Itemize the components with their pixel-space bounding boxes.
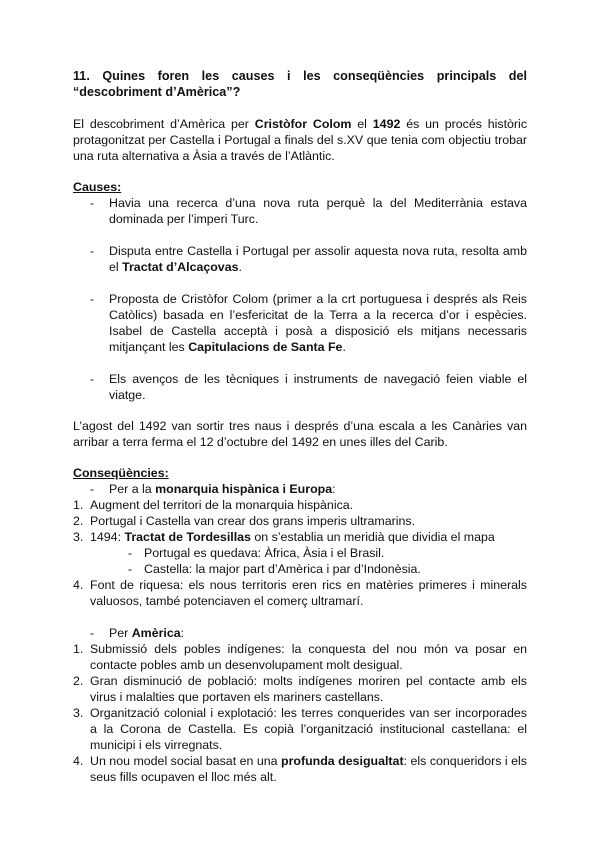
number-marker: 3.: [73, 706, 84, 720]
subitem-text: Castella: la major part d’Amèrica i par d’Indonèsia.: [144, 562, 421, 576]
number-marker: 1.: [73, 498, 84, 512]
europe-subitem-2: [73, 561, 527, 577]
america-text: Per: [109, 626, 132, 640]
section-spacer: [73, 609, 527, 625]
dash-marker: -: [90, 372, 95, 386]
america-text: :: [180, 626, 185, 640]
america-item-2: [73, 673, 527, 705]
list-spacer: [73, 275, 527, 291]
dash-marker: -: [90, 244, 95, 258]
cause-bold: Tractat d’Alcaçovas: [122, 260, 239, 274]
america-item-text: : els conqueridors i els seus fills ocupaven el lloc més alt.: [90, 754, 527, 784]
question-title: 11. Quines foren les causes i les conseqüències principals del “descobriment d’Amèrica”?: [73, 69, 527, 99]
consequences-heading: Conseqüències:: [73, 466, 169, 480]
dash-marker: -: [90, 626, 95, 640]
dash-marker: -: [128, 546, 133, 560]
document-page: [73, 68, 527, 785]
america-item-bold: profunda desigualtat: [281, 754, 404, 768]
cause-item-1: [73, 195, 527, 227]
america-item-text: Un nou model social basat en una: [90, 754, 282, 768]
cause-text: .: [238, 260, 242, 274]
america-item-text: Submissió dels pobles indígenes: la conquesta del nou món va posar en contacte pobles amb un desenvolupament molt desigual.: [90, 642, 527, 672]
intro-bold-colom: Cristòfor Colom: [254, 117, 352, 131]
europe-subitem-1: [73, 545, 527, 561]
europe-item-4: [73, 577, 527, 609]
cause-bold: Capitulacions de Santa Fe: [188, 340, 343, 354]
subitem-text: Portugal es quedava: Àfrica, Àsia i el Brasil.: [144, 546, 385, 560]
europe-text: Per a la: [109, 482, 156, 496]
america-bold: Amèrica: [131, 626, 181, 640]
number-marker: 1.: [73, 642, 84, 656]
america-item-4: [73, 753, 527, 785]
intro-text-3: és un procés històric protagonitzat per Castella i Portugal a finals del s.XV que tenia com objectiu trobar una ruta alternativa a Àsia a través de l’Atlàntic.: [73, 117, 528, 163]
europe-item-bold: Tractat de Tordesillas: [124, 530, 251, 544]
cause-item-4: [73, 371, 527, 403]
number-marker: 2.: [73, 674, 84, 688]
europe-item-text: Augment del territori de la monarquia hispànica.: [90, 498, 354, 512]
cause-text: Els avenços de les tècniques i instruments de navegació feien viable el viatge.: [109, 372, 527, 402]
intro-paragraph: [73, 116, 527, 164]
number-marker: 4.: [73, 754, 84, 768]
america-item-3: [73, 705, 527, 753]
america-item-text: Gran disminució de població: molts indígenes moriren pel contacte amb els virus i malalties que portaven els mariners castellans.: [90, 674, 527, 704]
europe-item-text: Portugal i Castella van crear dos grans imperis ultramarins.: [90, 514, 416, 528]
europe-bold: monarquia hispànica i Europa: [155, 482, 333, 496]
europe-item-2: [73, 513, 527, 529]
number-marker: 4.: [73, 578, 84, 592]
dash-marker: -: [90, 292, 95, 306]
america-item-text: Organització colonial i explotació: les terres conquerides van ser incorporades a la Corona de Castella. Es copià l’organització institucional castellana: el municipi i els virregnats.: [90, 706, 527, 752]
europe-item-3: [73, 529, 527, 545]
cause-item-2: [73, 243, 527, 275]
number-marker: 3.: [73, 530, 84, 544]
number-marker: 2.: [73, 514, 84, 528]
intro-text-1: El descobriment d’Amèrica per: [73, 117, 255, 131]
europe-subheading: [73, 481, 527, 497]
europe-item-text: on s’establia un meridià que dividia el mapa: [250, 530, 495, 544]
dash-marker: -: [90, 482, 95, 496]
dash-marker: -: [90, 196, 95, 210]
voyage-paragraph: L’agost del 1492 van sortir tres naus i després d’una escala a les Canàries van arribar a terra ferma el 12 d’octubre del 1492 en unes illes del Carib.: [73, 419, 527, 449]
europe-text: :: [332, 482, 336, 496]
dash-marker: -: [128, 562, 133, 576]
cause-item-3: [73, 291, 527, 355]
europe-item-text: 1494:: [90, 530, 125, 544]
cause-text: Disputa entre Castella i Portugal per assolir aquesta nova ruta, resolta amb el: [109, 244, 527, 274]
cause-text: .: [342, 340, 346, 354]
causes-heading: Causes:: [73, 180, 122, 194]
intro-text-2: el: [351, 117, 373, 131]
america-item-1: [73, 641, 527, 673]
list-spacer: [73, 227, 527, 243]
intro-bold-year: 1492: [372, 117, 401, 131]
causes-list: [73, 195, 527, 403]
list-spacer: [73, 355, 527, 371]
europe-item-1: [73, 497, 527, 513]
cause-text: Havia una recerca d’una nova ruta perquè la del Mediterrània estava dominada per l’imperi Turc.: [109, 196, 527, 226]
america-subheading: [73, 625, 527, 641]
cause-text: Proposta de Cristòfor Colom (primer a la crt portuguesa i després als Reis Catòlics) basada en l’esfericitat de la Terra a la recerca d’or i espècies. Isabel de Castella acceptà i posà a disposició els mitjans necessaris mitjançant les: [109, 292, 527, 354]
europe-item-text: Font de riquesa: els nous territoris eren rics en matèries primeres i minerals valuosos, també potenciaven el comerç ultramarí.: [90, 578, 527, 608]
